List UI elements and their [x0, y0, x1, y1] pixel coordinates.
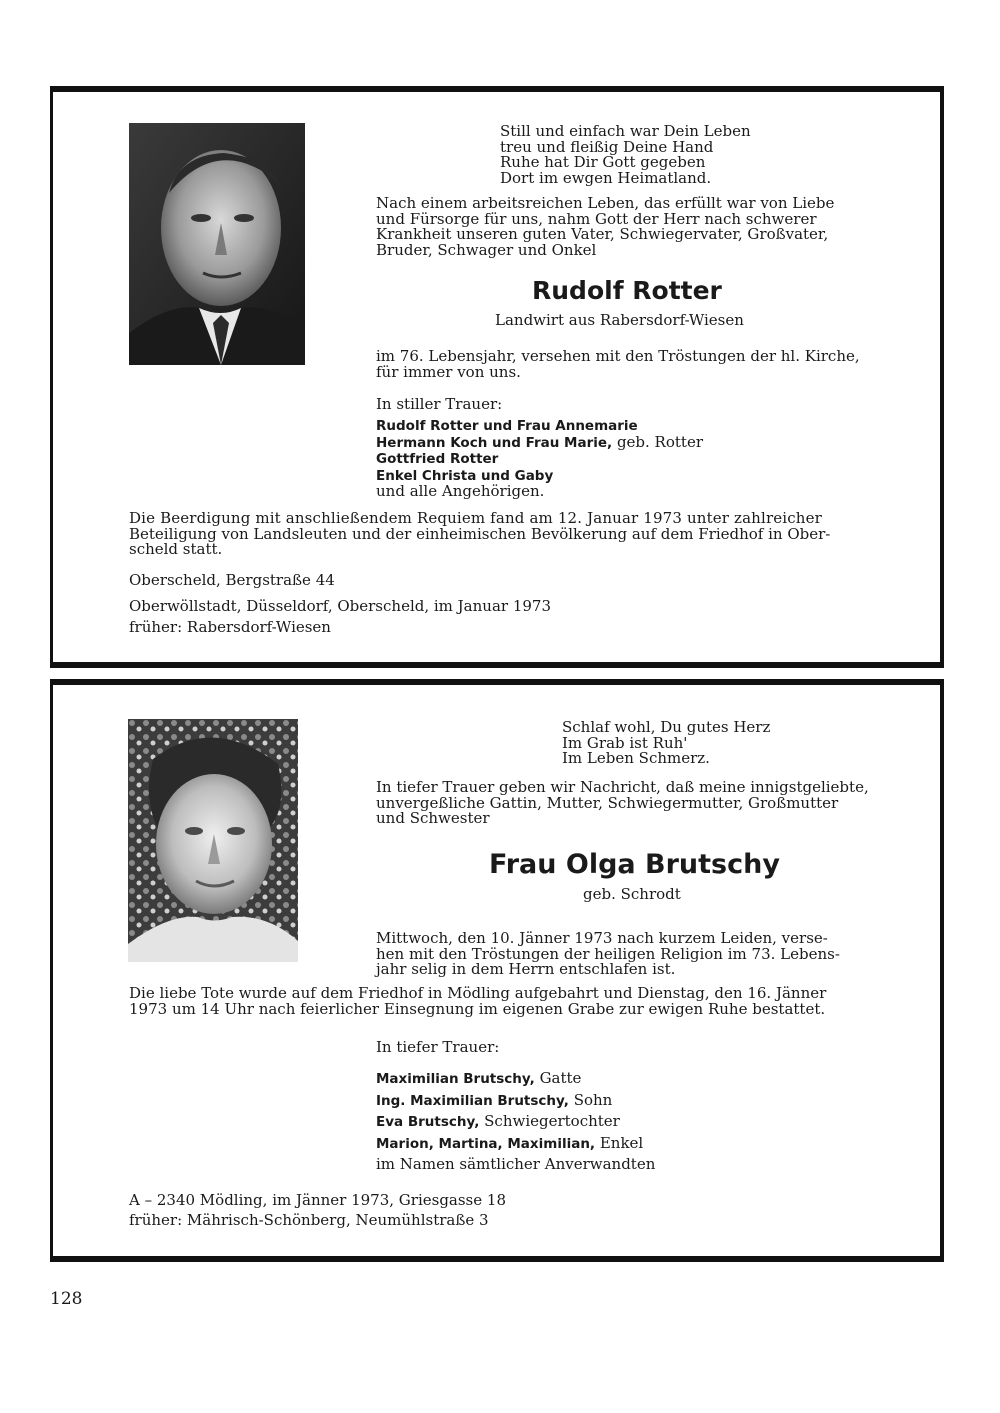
- poem: [562, 720, 770, 767]
- funeral-line: scheld statt.: [129, 540, 223, 558]
- intro-line: Nach einem arbeitsreichen Leben, das erfüllt war von Liebe: [376, 194, 835, 212]
- poem-line: Im Grab ist Ruh': [562, 733, 688, 752]
- mourner-entry: Rudolf Rotter und Frau Annemarie: [376, 418, 638, 434]
- burial-line: Die liebe Tote wurde auf dem Friedhof in Mödling aufgebahrt und Dienstag, den 16. Jänner: [129, 984, 827, 1002]
- portrait-photo-rudolf-rotter: [129, 123, 305, 365]
- mourner-entry: Gottfried Rotter: [376, 451, 499, 467]
- mourners-list: [376, 1068, 655, 1175]
- poem: [500, 124, 751, 186]
- mourning-label: In stiller Trauer:: [376, 395, 503, 413]
- poem-line: Schlaf wohl, Du gutes Herz: [562, 718, 771, 736]
- page-number: 128: [50, 1289, 83, 1309]
- mourner-entry: Maximilian Brutschy, Gatte: [376, 1069, 582, 1087]
- address: Oberscheld, Bergstraße 44: [129, 571, 335, 589]
- deceased-name: Frau Olga Brutschy: [489, 849, 780, 880]
- poem-line: treu und fleißig Deine Hand: [500, 137, 714, 156]
- intro-line: und Fürsorge für uns, nahm Gott der Herr nach schwerer: [376, 209, 817, 228]
- funeral-text: [129, 511, 873, 558]
- intro-line: unvergeßliche Gattin, Mutter, Schwiegermutter, Großmutter: [376, 793, 839, 812]
- burial-line: 1973 um 14 Uhr nach feierlicher Einsegnung im eigenen Grabe zur ewigen Ruhe bestattet.: [129, 999, 826, 1018]
- intro-line: In tiefer Trauer geben wir Nachricht, daß meine innigstgeliebte,: [376, 778, 869, 796]
- death-text: [376, 931, 840, 978]
- intro-line: Bruder, Schwager und Onkel: [376, 240, 597, 259]
- age-text: [376, 349, 860, 380]
- maiden-name: geb. Schrodt: [583, 885, 681, 903]
- poem-line: Dort im ewgen Heimatland.: [500, 168, 712, 187]
- intro-text: [376, 780, 869, 827]
- intro-line: Krankheit unseren guten Vater, Schwiegervater, Großvater,: [376, 225, 829, 243]
- relatives-line: und alle Angehörigen.: [376, 482, 545, 500]
- intro-text: [376, 196, 834, 258]
- burial-text: [129, 986, 826, 1017]
- relatives-line: im Namen sämtlicher Anverwandten: [376, 1155, 656, 1173]
- age-line: im 76. Lebensjahr, versehen mit den Tröstungen der hl. Kirche,: [376, 347, 860, 365]
- death-line: Mittwoch, den 10. Jänner 1973 nach kurzem Leiden, verse-: [376, 929, 828, 947]
- former-residence: früher: Rabersdorf-Wiesen: [129, 618, 331, 636]
- places-date: Oberwöllstadt, Düsseldorf, Oberscheld, im Januar 1973: [129, 597, 551, 615]
- mourning-label: In tiefer Trauer:: [376, 1038, 500, 1056]
- deceased-name: Rudolf Rotter: [532, 276, 722, 305]
- poem-line: Still und einfach war Dein Leben: [500, 122, 751, 140]
- former-residence: früher: Mährisch-Schönberg, Neumühlstraße 3: [129, 1211, 489, 1229]
- occupation: Landwirt aus Rabersdorf-Wiesen: [495, 311, 744, 329]
- mourner-entry: Ing. Maximilian Brutschy, Sohn: [376, 1090, 613, 1109]
- mourner-entry: Hermann Koch und Frau Marie, geb. Rotter: [376, 432, 703, 451]
- funeral-line: Beteiligung von Landsleuten und der einheimischen Bevölkerung auf dem Friedhof in Ober-: [129, 524, 831, 543]
- funeral-line: Die Beerdigung mit anschließendem Requiem fand am 12. Januar 1973 unter zahlreicher: [129, 509, 822, 527]
- death-line: jahr selig in dem Herrn entschlafen ist.: [376, 960, 676, 978]
- death-line: hen mit den Tröstungen der heiligen Religion im 73. Lebens-: [376, 944, 840, 963]
- age-line: für immer von uns.: [376, 362, 521, 381]
- mourners-list: [376, 418, 703, 500]
- portrait-photo-olga-brutschy: [128, 719, 298, 962]
- poem-line: Im Leben Schmerz.: [562, 749, 710, 767]
- mourner-entry: Enkel Christa und Gaby: [376, 467, 554, 484]
- intro-line: und Schwester: [376, 809, 490, 827]
- poem-line: Ruhe hat Dir Gott gegeben: [500, 153, 706, 171]
- mourner-entry: Eva Brutschy, Schwiegertochter: [376, 1112, 620, 1130]
- address: A – 2340 Mödling, im Jänner 1973, Griesgasse 18: [129, 1191, 506, 1209]
- mourner-entry: Marion, Martina, Maximilian, Enkel: [376, 1133, 644, 1152]
